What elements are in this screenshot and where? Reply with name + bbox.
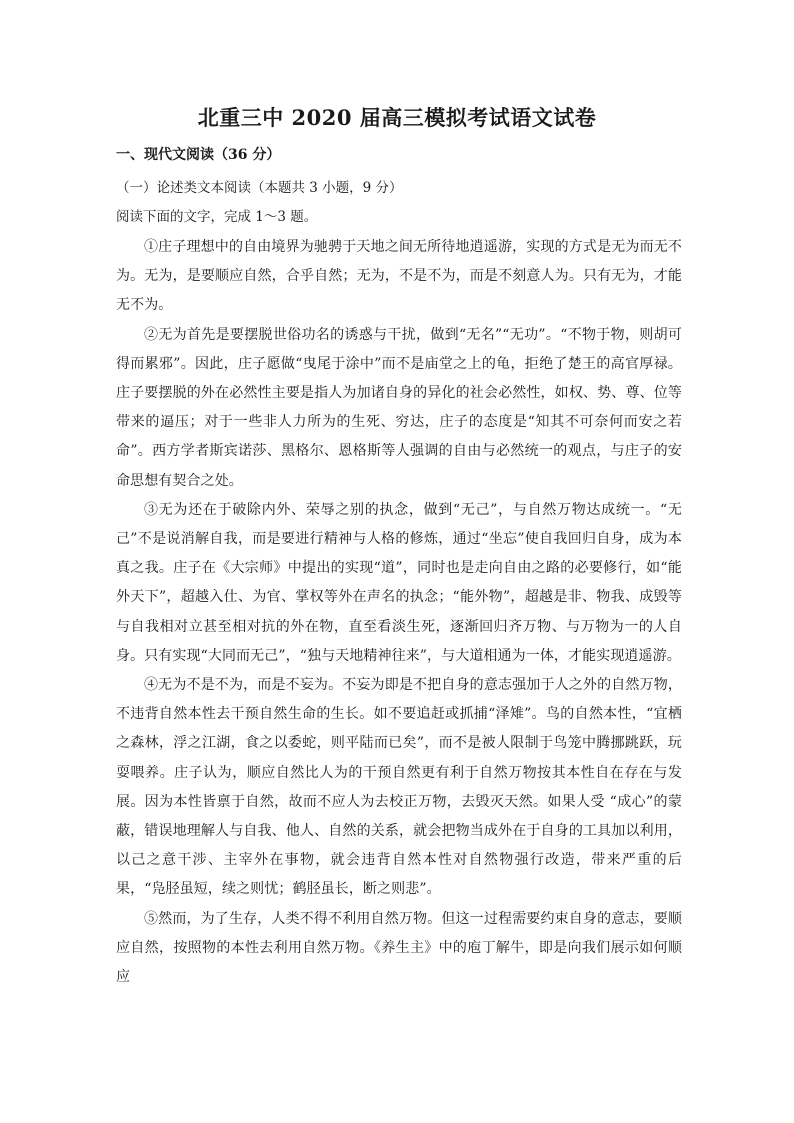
paragraph-4: ④无为不是不为，而是不妄为。不妄为即是不把自身的意志强加于人之外的自然万物，不违背自然本性去干预自然生命的生长。如不要追赶或抓捕“泽雉”。鸟的自然本性，“宜栖之森林，浮之江湖，食之以委蛇，则平陆而已矣”，而不是被人限制于鸟笼中腾挪跳跃，玩耍喂养。庄子认为，顺应自然比人为的干预自然更有利于自然万物按其本性自在存在与发展。因为本性皆禀于自然，故而不应人为去校正万物，去毁灭天然。如果人受 “成心”的蒙蔽，错误地理解人与自我、他人、自然的关系，就会把物当成外在于自身的工具加以利用，以己之意干涉、主宰外在事物，就会违背自然本性对自然物强行改造，带来严重的后果，“凫胫虽短，续之则忧；鹤胫虽长，断之则悲”。	[116, 677, 682, 898]
paragraph-2: ②无为首先是要摆脱世俗功名的诱惑与干扰，做到“无名”“无功”。“不物于物，则胡可得而累邪”。因此，庄子愿做“曳尾于涂中”而不是庙堂之上的龟，拒绝了楚王的高官厚禄。庄子要摆脱的外在必然性主要是指人为加诸自身的异化的社会必然性，如权、势、尊、位等带来的逼压；对于一些非人力所为的生死、穷达，庄子的态度是“知其不可奈何而安之若命”。西方学者斯宾诺莎、黑格尔、恩格斯等人强调的自由与必然统一的观点，与庄子的安命思想有契合之处。	[116, 326, 682, 489]
subsection-heading: （一）论述类文本阅读（本题共 3 小题，9 分）	[116, 180, 403, 196]
section-heading: 一、现代文阅读（36 分）	[116, 147, 281, 163]
reading-instruction: 阅读下面的文字，完成 1～3 题。	[116, 209, 318, 225]
passage-body	[116, 233, 682, 992]
paragraph-1: ①庄子理想中的自由境界为驰骋于天地之间无所待地逍遥游，实现的方式是无为而无不为。无为，是要顺应自然，合乎自然；无为，不是不为，而是不刻意人为。只有无为，才能无不为。	[116, 239, 682, 314]
paragraph-3: ③无为还在于破除内外、荣辱之别的执念，做到“无己”，与自然万物达成统一。“无己”不是说消解自我，而是要进行精神与人格的修炼，通过“坐忘”使自我回归自身，成为本真之我。庄子在《大宗师》中提出的实现“道”，同时也是走向自由之路的必要修行，如“能外天下”，超越入仕、为官、掌权等外在声名的执念；“能外物”，超越是非、物我、成毁等与自我相对立甚至相对抗的外在物，直至看淡生死，逐渐回归齐万物、与万物为一的人自身。只有实现“大同而无己”，“独与天地精神往来”，与大道相通为一体，才能实现逍遥游。	[116, 501, 682, 664]
paragraph-5: ⑤然而，为了生存，人类不得不利用自然万物。但这一过程需要约束自身的意志，要顺应自然，按照物的本性去利用自然万物。《养生主》中的庖丁解牛，即是向我们展示如何顺应	[116, 910, 682, 986]
exam-title: 北重三中 2020 届高三模拟考试语文试卷	[197, 105, 597, 130]
